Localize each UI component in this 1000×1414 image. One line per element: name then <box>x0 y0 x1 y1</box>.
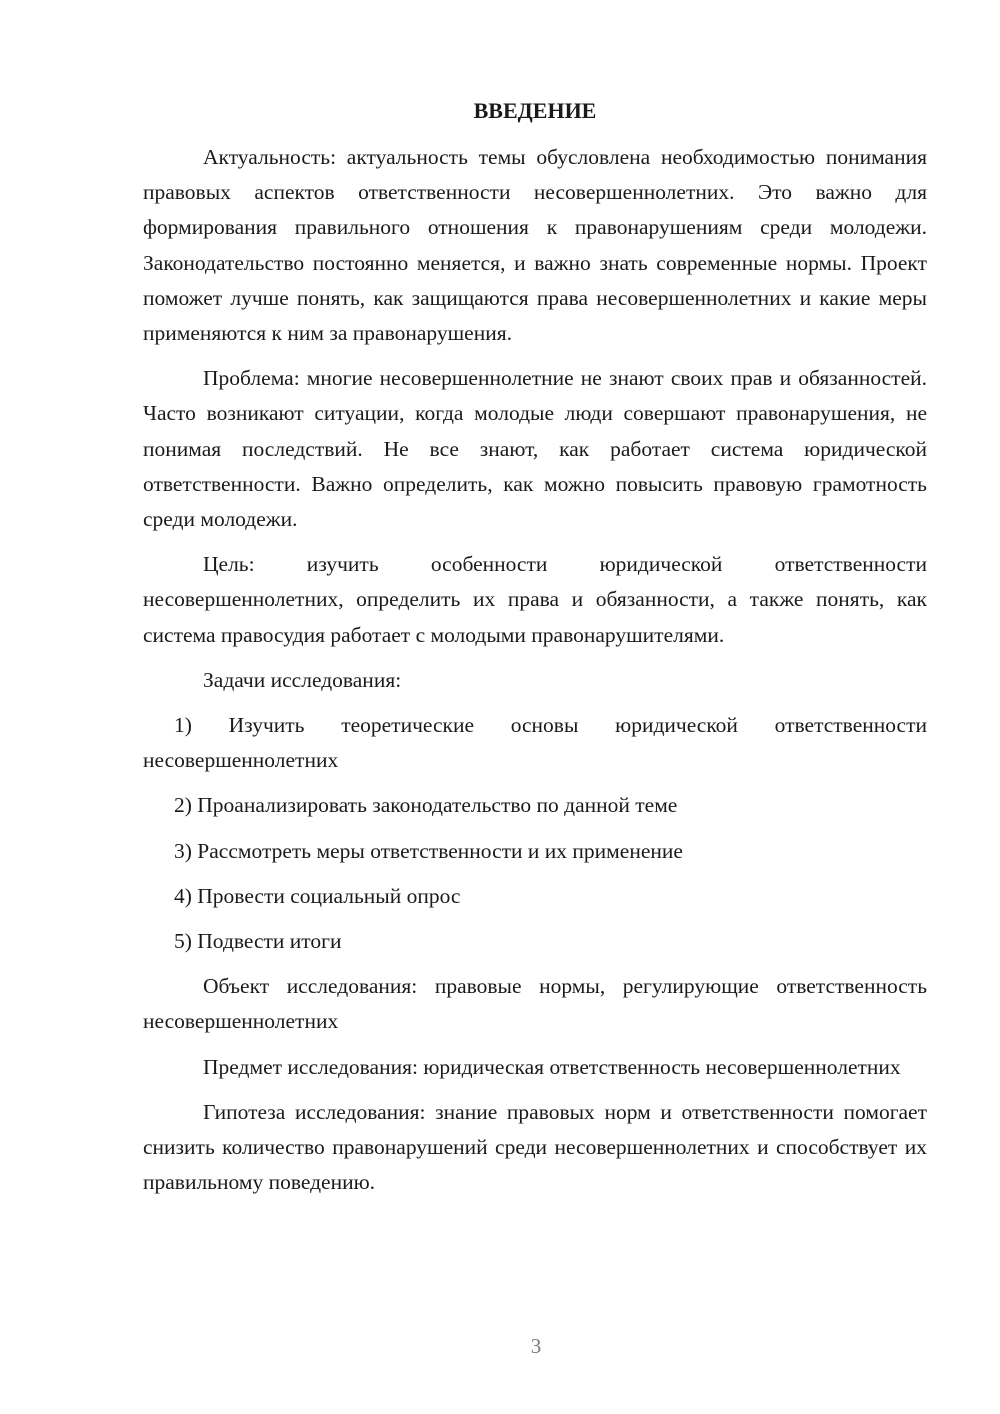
paragraph-relevance: Актуальность: актуальность темы обусловлена необходимостью понимания правовых аспектов ответственности несовершеннолетних. Это важно для формирования правильного отношения к правонарушениям среди молодежи. Законодательство постоянно меняется, и важно знать современные нормы. Проект поможет лучше понять, как защищаются права несовершеннолетних и какие меры применяются к ним за правонарушения. <box>143 145 927 346</box>
paragraph-goal: Цель: изучить особенности юридической ответственности несовершеннолетних, определить их права и обязанности, а также понять, как система правосудия работает с молодыми правонарушителями. <box>143 552 927 647</box>
paragraph-hypothesis: Гипотеза исследования: знание правовых норм и ответственности помогает снизить количество правонарушений среди несовершеннолетних и способствует их правильному поведению. <box>143 1099 927 1195</box>
paragraph-subject: Предмет исследования: юридическая ответственность несовершеннолетних <box>203 1054 901 1079</box>
task-item-3: 3) Рассмотреть меры ответственности и их применение <box>174 838 683 863</box>
task-item-5: 5) Подвести итоги <box>174 929 342 954</box>
page-content <box>143 96 927 1210</box>
page-number: 3 <box>530 1334 542 1358</box>
paragraph-problem: Проблема: многие несовершеннолетние не знают своих прав и обязанностей. Часто возникают ситуации, когда молодые люди совершают правонарушения, не понимая последствий. Не все знают, как работает система юридической ответственности. Важно определить, как можно повысить правовую грамотность среди молодежи. <box>143 366 927 532</box>
task-item-1: 1) Изучить теоретические основы юридической ответственности несовершеннолетних <box>143 713 927 773</box>
task-item-2: 2) Проанализировать законодательство по данной теме <box>174 793 678 818</box>
task-item-4: 4) Провести социальный опрос <box>174 883 461 908</box>
page-title: ВВЕДЕНИЕ <box>473 98 597 123</box>
paragraph-object: Объект исследования: правовые нормы, регулирующие ответственность несовершеннолетних <box>143 974 927 1034</box>
tasks-heading: Задачи исследования: <box>203 667 402 692</box>
